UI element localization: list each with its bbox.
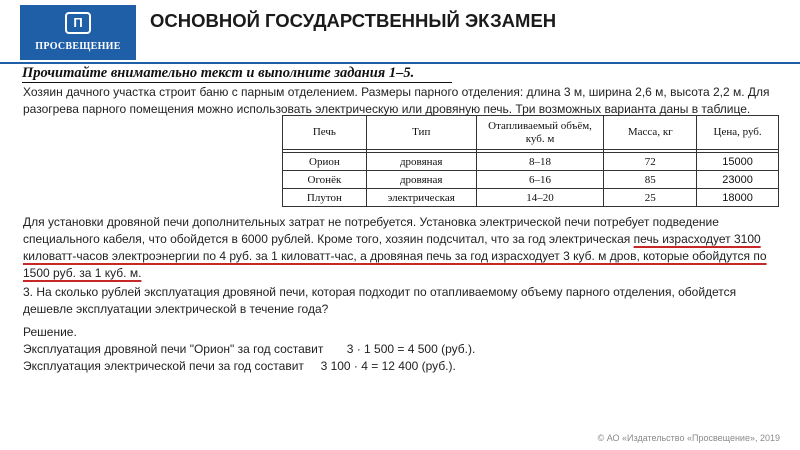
solution-heading: Решение. bbox=[23, 325, 77, 339]
table-cell: дровяная bbox=[366, 171, 476, 189]
column-header: Печь bbox=[283, 116, 367, 150]
table-cell: Огонёк bbox=[283, 171, 367, 189]
question-3: 3. На сколько рублей эксплуатация дровяной печи, которая подходит по отапливаемому объему парного отделения, обойдется дешевле эксплуатации электрической в течение года? bbox=[23, 285, 737, 316]
problem-text-costs bbox=[23, 214, 783, 282]
problem-text-intro: Хозяин дачного участка строит баню с парным отделением. Размеры парного отделения: длина 3 м, ширина 2,6 м, высота 2,2 м. Для разогрева парного помещения можно использовать электрическую или дровяную печь. Три возможных варианта даны в таблице. bbox=[23, 85, 770, 116]
prosveshchenie-logo bbox=[20, 5, 136, 60]
table-cell: Орион bbox=[283, 153, 367, 171]
table-cell: 23000 bbox=[697, 171, 779, 189]
task-instruction: Прочитайте внимательно текст и выполните задания 1–5. bbox=[22, 65, 415, 81]
table-cell: 14–20 bbox=[476, 189, 604, 207]
table-cell: 6–16 bbox=[476, 171, 604, 189]
table-row bbox=[283, 153, 779, 171]
instruction-underline bbox=[22, 82, 452, 83]
column-header: Тип bbox=[366, 116, 476, 150]
header-divider bbox=[0, 62, 800, 64]
table-row bbox=[283, 171, 779, 189]
table-cell: электрическая bbox=[366, 189, 476, 207]
table-cell: Плутон bbox=[283, 189, 367, 207]
table-cell: дровяная bbox=[366, 153, 476, 171]
stove-table bbox=[282, 115, 779, 207]
header bbox=[0, 0, 800, 62]
book-emblem-icon: П bbox=[65, 12, 91, 34]
solution-line: Эксплуатация электрической печи за год составит 3 100 · 4 = 12 400 (руб.). bbox=[23, 359, 456, 373]
column-header: Масса, кг bbox=[604, 116, 697, 150]
table-cell: 18000 bbox=[697, 189, 779, 207]
table-header-row bbox=[283, 116, 779, 150]
costs-text: Для установки дровяной печи дополнительных затрат не потребуется. Установка электрической печи потребует подведение специального кабеля, что обойдется в 6000 рублей. Кроме того, хозяин подсчитал, что за год электрическая bbox=[23, 215, 719, 246]
table-cell: 85 bbox=[604, 171, 697, 189]
table-cell: 15000 bbox=[697, 153, 779, 171]
logo-text: ПРОСВЕЩЕНИЕ bbox=[35, 41, 121, 52]
solution-line: Эксплуатация дровяной печи "Орион" за год составит 3 · 1 500 = 4 500 (руб.). bbox=[23, 342, 476, 356]
solution-block bbox=[23, 324, 775, 375]
highlighted-costs-text: печь израсходует 3100 киловатт-часов электроэнергии по 4 руб. за 1 киловатт-час, а дровяная печь за год израсходует 3 куб. м дров, которые обойдутся по 1500 руб. за 1 куб. м. bbox=[23, 232, 767, 280]
table-cell: 8–18 bbox=[476, 153, 604, 171]
table-cell: 25 bbox=[604, 189, 697, 207]
column-header: Цена, руб. bbox=[697, 116, 779, 150]
table-row bbox=[283, 189, 779, 207]
table-cell: 72 bbox=[604, 153, 697, 171]
page-title: ОСНОВНОЙ ГОСУДАРСТВЕННЫЙ ЭКЗАМЕН bbox=[150, 10, 557, 31]
copyright-footer: © АО «Издательство «Просвещение», 2019 bbox=[597, 433, 780, 443]
column-header: Отапливаемый объём, куб. м bbox=[476, 116, 604, 150]
